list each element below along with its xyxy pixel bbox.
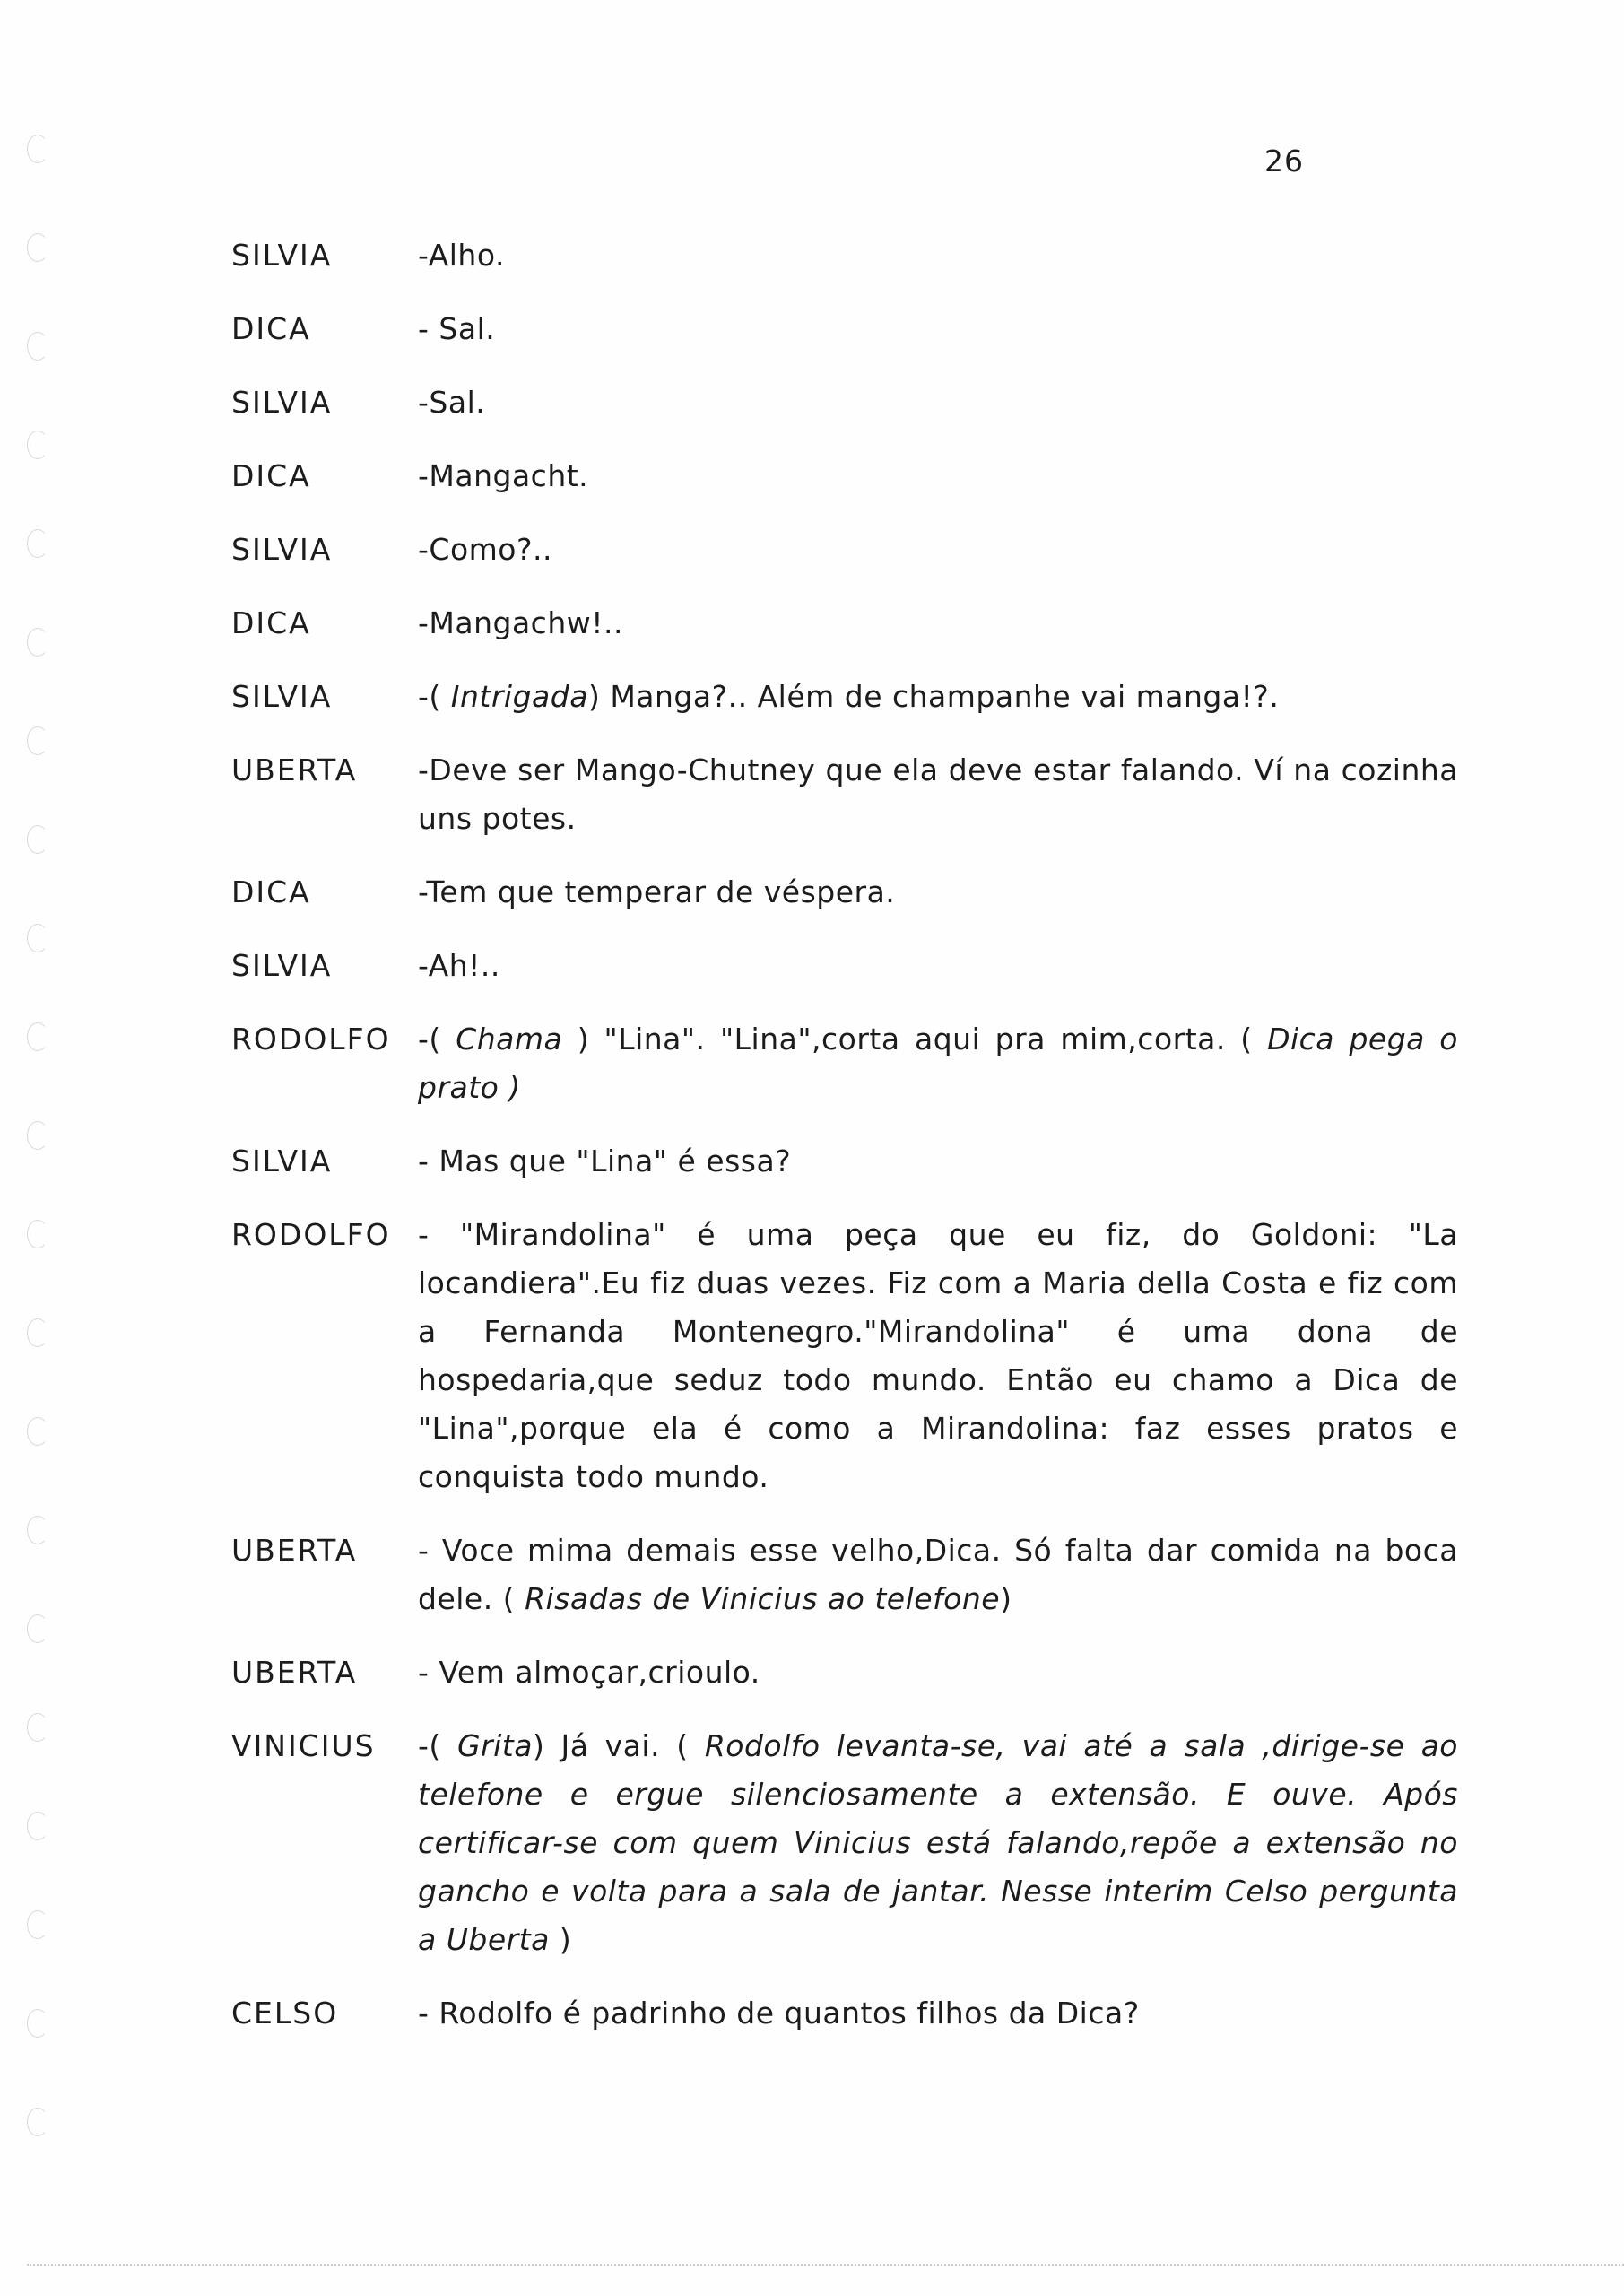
hole-mark [27, 1022, 48, 1051]
dialogue-line [231, 1015, 1487, 1112]
hole-mark [27, 1910, 48, 1939]
speech-segment: -Tem que temperar de véspera. [418, 874, 896, 909]
speech-segment: -( [418, 1022, 456, 1057]
speaker-name: DICA [231, 874, 311, 909]
speech-text [418, 452, 1458, 500]
dialogue-line [231, 231, 1487, 280]
dialogue-line [231, 942, 1487, 990]
speech-segment: -Sal. [418, 385, 486, 420]
hole-mark [27, 1516, 48, 1544]
dialogue-line [231, 1648, 1487, 1697]
stage-direction: Intrigada [450, 679, 588, 714]
dialogue-line [231, 599, 1487, 648]
speech-text [418, 1722, 1458, 1964]
speech-segment: -Como?.. [418, 532, 552, 567]
speech-segment: -Deve ser Mango-Chutney que ela deve estar falando. Ví na cozinha uns potes. [418, 752, 1458, 836]
dialogue-line [231, 673, 1487, 721]
hole-mark [27, 1220, 48, 1248]
speaker-name: SILVIA [231, 1144, 333, 1178]
dialogue-line [231, 452, 1487, 500]
speaker-name: UBERTA [231, 752, 358, 787]
speech-text [418, 378, 1458, 427]
speech-segment: ) [549, 1922, 572, 1957]
dialogue-line [231, 746, 1487, 843]
hole-mark [27, 1121, 48, 1150]
stage-direction: Grita [456, 1728, 533, 1763]
dialogue-list [231, 231, 1487, 2063]
speaker-name: SILVIA [231, 532, 333, 567]
speaker-name: VINICIUS [231, 1728, 376, 1763]
hole-mark [27, 825, 48, 854]
speech-segment: ) Já vai. ( [532, 1728, 705, 1763]
speech-segment: - "Mirandolina" é uma peça que eu fiz, do Goldoni: "La locandiera".Eu fiz duas vezes. Fiz com a Maria della Costa e fiz com a Fernanda Montenegro."Mirandolina" é uma dona de hospedaria,que seduz todo mundo. Então eu chamo a Dica de "Lina",porque ela é como a Mirandolina: faz esses pratos e conquista todo mundo. [418, 1217, 1458, 1494]
speech-text [418, 231, 1458, 280]
hole-mark [27, 2108, 48, 2136]
speaker-name: RODOLFO [231, 1022, 391, 1057]
speaker-name: UBERTA [231, 1655, 358, 1690]
speech-segment: ) "Lina". "Lina",corta aqui pra mim,corta. ( [562, 1022, 1268, 1057]
stage-direction: Dica pega o prato ) [418, 1022, 1458, 1105]
speaker-name: SILVIA [231, 948, 333, 983]
hole-mark [27, 1318, 48, 1347]
speaker-name: SILVIA [231, 238, 333, 273]
hole-mark [27, 726, 48, 755]
speech-text [418, 599, 1458, 648]
speaker-name: DICA [231, 458, 311, 493]
dialogue-line [231, 1137, 1487, 1186]
speech-segment: -( [418, 1728, 457, 1763]
dialogue-line [231, 1722, 1487, 1964]
speech-segment: -Ah!.. [418, 948, 500, 983]
speaker-name: SILVIA [231, 679, 333, 714]
speech-text [418, 1015, 1458, 1112]
binder-hole-marks [27, 135, 63, 2197]
speech-text [418, 1989, 1458, 2038]
speech-text [418, 305, 1458, 353]
hole-mark [27, 430, 48, 459]
speech-text [418, 868, 1458, 917]
dialogue-line [231, 1989, 1487, 2038]
speech-segment: - Voce mima demais esse velho,Dica. Só falta dar comida na boca dele. ( [418, 1533, 1458, 1616]
speech-segment: -Mangachw!.. [418, 605, 623, 640]
hole-mark [27, 529, 48, 558]
dialogue-line [231, 1211, 1487, 1501]
dialogue-line [231, 378, 1487, 427]
dialogue-line [231, 305, 1487, 353]
speech-text [418, 673, 1458, 721]
hole-mark [27, 1417, 48, 1446]
speaker-name: RODOLFO [231, 1217, 391, 1252]
speech-segment: ) Manga?.. Além de champanhe vai manga!?. [587, 679, 1280, 714]
speech-text [418, 1137, 1458, 1186]
stage-direction: Rodolfo levanta-se, vai até a sala ,dirige-se ao telefone e ergue silenciosamente a extensão. E ouve. Após certificar-se com quem Vinicius está falando,repõe a extensão no gancho e volta para a sala de jantar. Nesse interim Celso pergunta a Uberta [418, 1728, 1458, 1957]
speaker-name: CELSO [231, 1996, 339, 2031]
hole-mark [27, 924, 48, 952]
speech-segment: - Mas que "Lina" é essa? [418, 1144, 792, 1178]
speech-text [418, 1211, 1458, 1501]
speech-text [418, 1526, 1458, 1623]
hole-mark [27, 2009, 48, 2038]
hole-mark [27, 1812, 48, 1840]
speech-text [418, 746, 1458, 843]
speech-text [418, 526, 1458, 574]
stage-direction: Risadas de Vinicius ao telefone [525, 1581, 1001, 1616]
dialogue-line [231, 526, 1487, 574]
speech-text [418, 1648, 1458, 1697]
page-number: 26 [1264, 144, 1304, 178]
speech-segment: - Vem almoçar,crioulo. [418, 1655, 760, 1690]
speaker-name: DICA [231, 605, 311, 640]
hole-mark [27, 1614, 48, 1643]
hole-mark [27, 1713, 48, 1742]
speaker-name: UBERTA [231, 1533, 358, 1568]
speech-segment: -( [418, 679, 451, 714]
hole-mark [27, 233, 48, 262]
speech-segment: - Sal. [418, 311, 496, 346]
hole-mark [27, 628, 48, 657]
speech-segment: -Mangacht. [418, 458, 589, 493]
stage-direction: Chama [456, 1022, 563, 1057]
dialogue-line [231, 868, 1487, 917]
speech-segment: ) [1000, 1581, 1012, 1616]
speech-segment: -Alho. [418, 238, 505, 273]
speech-text [418, 942, 1458, 990]
hole-mark [27, 135, 48, 163]
bottom-edge-rule [27, 2264, 1624, 2266]
dialogue-line [231, 1526, 1487, 1623]
speech-segment: - Rodolfo é padrinho de quantos filhos da Dica? [418, 1996, 1140, 2031]
hole-mark [27, 332, 48, 361]
speaker-name: SILVIA [231, 385, 333, 420]
speaker-name: DICA [231, 311, 311, 346]
